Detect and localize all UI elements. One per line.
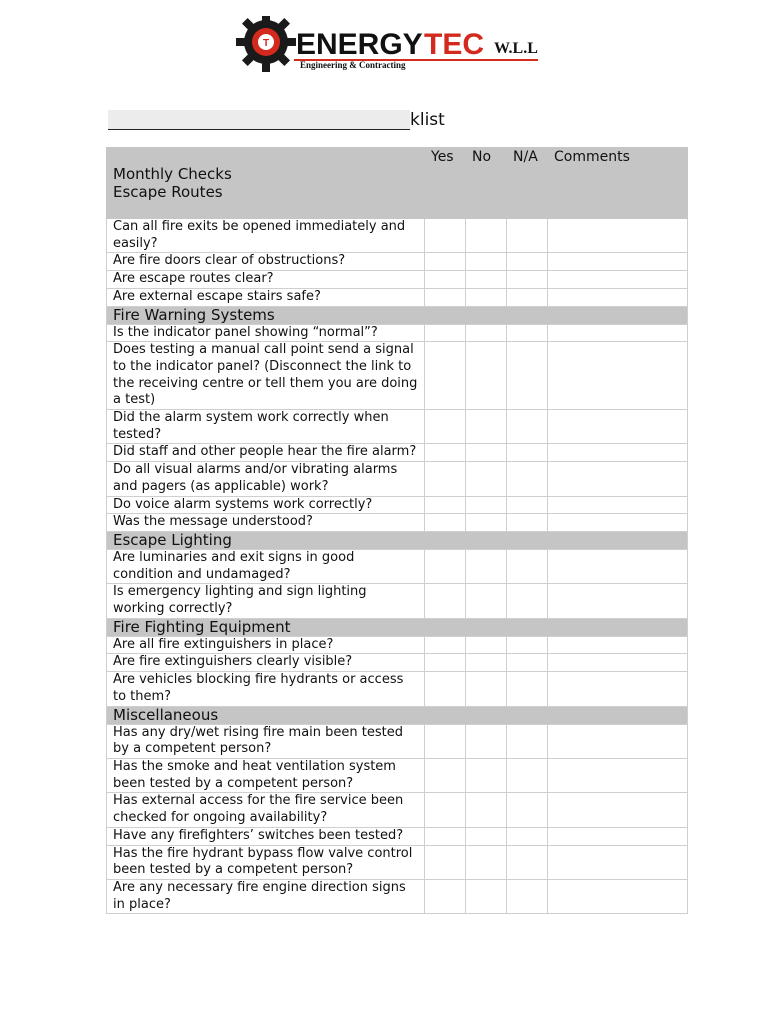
no-cell[interactable] xyxy=(466,845,507,879)
question-text: Are fire extinguishers clearly visible? xyxy=(107,654,425,672)
comments-cell[interactable] xyxy=(548,654,688,672)
question-text: Is the indicator panel showing “normal”? xyxy=(107,324,425,342)
section-title: Escape Lighting xyxy=(107,531,688,549)
no-cell[interactable] xyxy=(466,549,507,583)
checklist-table xyxy=(106,147,688,914)
comments-cell[interactable] xyxy=(548,758,688,792)
na-cell[interactable] xyxy=(507,253,548,271)
monthly-checks-heading: Monthly Checks xyxy=(113,165,232,183)
checklist-row xyxy=(107,793,688,827)
col-comments: Comments xyxy=(548,148,688,219)
no-cell[interactable] xyxy=(466,827,507,845)
question-text: Has external access for the fire service been checked for ongoing availability? xyxy=(107,793,425,827)
comments-cell[interactable] xyxy=(548,324,688,342)
na-cell[interactable] xyxy=(507,549,548,583)
yes-cell[interactable] xyxy=(425,219,466,253)
yes-cell[interactable] xyxy=(425,444,466,462)
na-cell[interactable] xyxy=(507,793,548,827)
section-title: Fire Warning Systems xyxy=(107,306,688,324)
yes-cell[interactable] xyxy=(425,410,466,444)
checklist-row xyxy=(107,324,688,342)
na-cell[interactable] xyxy=(507,584,548,618)
section-header-row xyxy=(107,706,688,724)
na-cell[interactable] xyxy=(507,496,548,514)
no-cell[interactable] xyxy=(466,444,507,462)
checklist-row xyxy=(107,253,688,271)
question-text: Has any dry/wet rising fire main been tested by a competent person? xyxy=(107,724,425,758)
checklist-row xyxy=(107,462,688,496)
yes-cell[interactable] xyxy=(425,654,466,672)
no-cell[interactable] xyxy=(466,288,507,306)
section-header-row xyxy=(107,531,688,549)
na-cell[interactable] xyxy=(507,342,548,410)
yes-cell[interactable] xyxy=(425,584,466,618)
no-cell[interactable] xyxy=(466,462,507,496)
checklist-row xyxy=(107,444,688,462)
yes-cell[interactable] xyxy=(425,879,466,913)
no-cell[interactable] xyxy=(466,758,507,792)
checklist-row xyxy=(107,879,688,913)
question-text: Are external escape stairs safe? xyxy=(107,288,425,306)
question-text: Does testing a manual call point send a signal to the indicator panel? (Disconnect the link to the receiving centre or tell them you are doing a test) xyxy=(107,342,425,410)
table-header-row xyxy=(107,148,688,219)
question-text: Are fire doors clear of obstructions? xyxy=(107,253,425,271)
no-cell[interactable] xyxy=(466,654,507,672)
yes-cell[interactable] xyxy=(425,636,466,654)
gear-logo-icon xyxy=(232,16,542,80)
no-cell[interactable] xyxy=(466,672,507,706)
no-cell[interactable] xyxy=(466,219,507,253)
checklist-row xyxy=(107,288,688,306)
na-cell[interactable] xyxy=(507,324,548,342)
na-cell[interactable] xyxy=(507,654,548,672)
yes-cell[interactable] xyxy=(425,549,466,583)
comments-cell[interactable] xyxy=(548,410,688,444)
comments-cell[interactable] xyxy=(548,879,688,913)
na-cell[interactable] xyxy=(507,410,548,444)
na-cell[interactable] xyxy=(507,758,548,792)
question-text: Are vehicles blocking fire hydrants or access to them? xyxy=(107,672,425,706)
na-cell[interactable] xyxy=(507,636,548,654)
logo-brand-b: TEC xyxy=(424,28,484,61)
question-text: Did the alarm system work correctly when tested? xyxy=(107,410,425,444)
comments-cell[interactable] xyxy=(548,549,688,583)
logo-suffix: W.L.L xyxy=(494,40,538,57)
na-cell[interactable] xyxy=(507,514,548,532)
question-text: Do all visual alarms and/or vibrating alarms and pagers (as applicable) work? xyxy=(107,462,425,496)
yes-cell[interactable] xyxy=(425,793,466,827)
comments-cell[interactable] xyxy=(548,271,688,289)
question-text: Can all fire exits be opened immediately and easily? xyxy=(107,219,425,253)
checklist-row xyxy=(107,758,688,792)
checklist-row xyxy=(107,342,688,410)
comments-cell[interactable] xyxy=(548,827,688,845)
na-cell[interactable] xyxy=(507,271,548,289)
question-text: Did staff and other people hear the fire alarm? xyxy=(107,444,425,462)
question-text: Are any necessary fire engine direction signs in place? xyxy=(107,879,425,913)
yes-cell[interactable] xyxy=(425,672,466,706)
checklist-row xyxy=(107,672,688,706)
no-cell[interactable] xyxy=(466,793,507,827)
col-no: No xyxy=(466,148,507,219)
checklist-row xyxy=(107,584,688,618)
yes-cell[interactable] xyxy=(425,845,466,879)
comments-cell[interactable] xyxy=(548,496,688,514)
na-cell[interactable] xyxy=(507,827,548,845)
comments-cell[interactable] xyxy=(548,793,688,827)
comments-cell[interactable] xyxy=(548,672,688,706)
no-cell[interactable] xyxy=(466,879,507,913)
question-text: Is emergency lighting and sign lighting working correctly? xyxy=(107,584,425,618)
question-text: Are luminaries and exit signs in good condition and undamaged? xyxy=(107,549,425,583)
checklist-row xyxy=(107,496,688,514)
no-cell[interactable] xyxy=(466,342,507,410)
no-cell[interactable] xyxy=(466,584,507,618)
comments-cell[interactable] xyxy=(548,288,688,306)
question-text: Has the smoke and heat ventilation system been tested by a competent person? xyxy=(107,758,425,792)
question-text: Do voice alarm systems work correctly? xyxy=(107,496,425,514)
yes-cell[interactable] xyxy=(425,342,466,410)
yes-cell[interactable] xyxy=(425,827,466,845)
na-cell[interactable] xyxy=(507,288,548,306)
no-cell[interactable] xyxy=(466,271,507,289)
checklist-row xyxy=(107,549,688,583)
comments-cell[interactable] xyxy=(548,636,688,654)
question-text: Was the message understood? xyxy=(107,514,425,532)
checklist-row xyxy=(107,654,688,672)
comments-cell[interactable] xyxy=(548,253,688,271)
na-cell[interactable] xyxy=(507,462,548,496)
title-highlight-box xyxy=(108,110,410,130)
header-cell xyxy=(107,148,425,219)
comments-cell[interactable] xyxy=(548,219,688,253)
title-text: klist xyxy=(410,110,445,130)
comments-cell[interactable] xyxy=(548,342,688,410)
yes-cell[interactable] xyxy=(425,724,466,758)
logo-brand-a: ENERGY xyxy=(296,28,423,61)
na-cell[interactable] xyxy=(507,879,548,913)
section-header-row xyxy=(107,618,688,636)
no-cell[interactable] xyxy=(466,724,507,758)
yes-cell[interactable] xyxy=(425,271,466,289)
question-text: Are escape routes clear? xyxy=(107,271,425,289)
yes-cell[interactable] xyxy=(425,462,466,496)
yes-cell[interactable] xyxy=(425,758,466,792)
svg-text:T: T xyxy=(262,38,270,49)
comments-cell[interactable] xyxy=(548,584,688,618)
checklist-row xyxy=(107,845,688,879)
comments-cell[interactable] xyxy=(548,514,688,532)
question-text: Have any firefighters’ switches been tested? xyxy=(107,827,425,845)
question-text: Are all fire extinguishers in place? xyxy=(107,636,425,654)
no-cell[interactable] xyxy=(466,253,507,271)
section-title: Miscellaneous xyxy=(107,706,688,724)
checklist-row xyxy=(107,410,688,444)
company-logo xyxy=(232,16,542,80)
checklist-row xyxy=(107,724,688,758)
na-cell[interactable] xyxy=(507,724,548,758)
yes-cell[interactable] xyxy=(425,496,466,514)
comments-cell[interactable] xyxy=(548,444,688,462)
no-cell[interactable] xyxy=(466,410,507,444)
section-title: Fire Fighting Equipment xyxy=(107,618,688,636)
col-na: N/A xyxy=(507,148,548,219)
section-header-row xyxy=(107,306,688,324)
comments-cell[interactable] xyxy=(548,462,688,496)
checklist-row xyxy=(107,636,688,654)
logo-tagline: Engineering & Contracting xyxy=(300,60,406,70)
checklist-row xyxy=(107,271,688,289)
document-title xyxy=(108,106,445,130)
no-cell[interactable] xyxy=(466,496,507,514)
na-cell[interactable] xyxy=(507,219,548,253)
comments-cell[interactable] xyxy=(548,845,688,879)
comments-cell[interactable] xyxy=(548,724,688,758)
yes-cell[interactable] xyxy=(425,288,466,306)
checklist-row xyxy=(107,514,688,532)
yes-cell[interactable] xyxy=(425,514,466,532)
yes-cell[interactable] xyxy=(425,324,466,342)
escape-routes-heading: Escape Routes xyxy=(113,183,223,201)
checklist-row xyxy=(107,219,688,253)
no-cell[interactable] xyxy=(466,324,507,342)
no-cell[interactable] xyxy=(466,636,507,654)
checklist-row xyxy=(107,827,688,845)
question-text: Has the fire hydrant bypass flow valve control been tested by a competent person? xyxy=(107,845,425,879)
na-cell[interactable] xyxy=(507,845,548,879)
yes-cell[interactable] xyxy=(425,253,466,271)
na-cell[interactable] xyxy=(507,672,548,706)
col-yes: Yes xyxy=(425,148,466,219)
no-cell[interactable] xyxy=(466,514,507,532)
na-cell[interactable] xyxy=(507,444,548,462)
